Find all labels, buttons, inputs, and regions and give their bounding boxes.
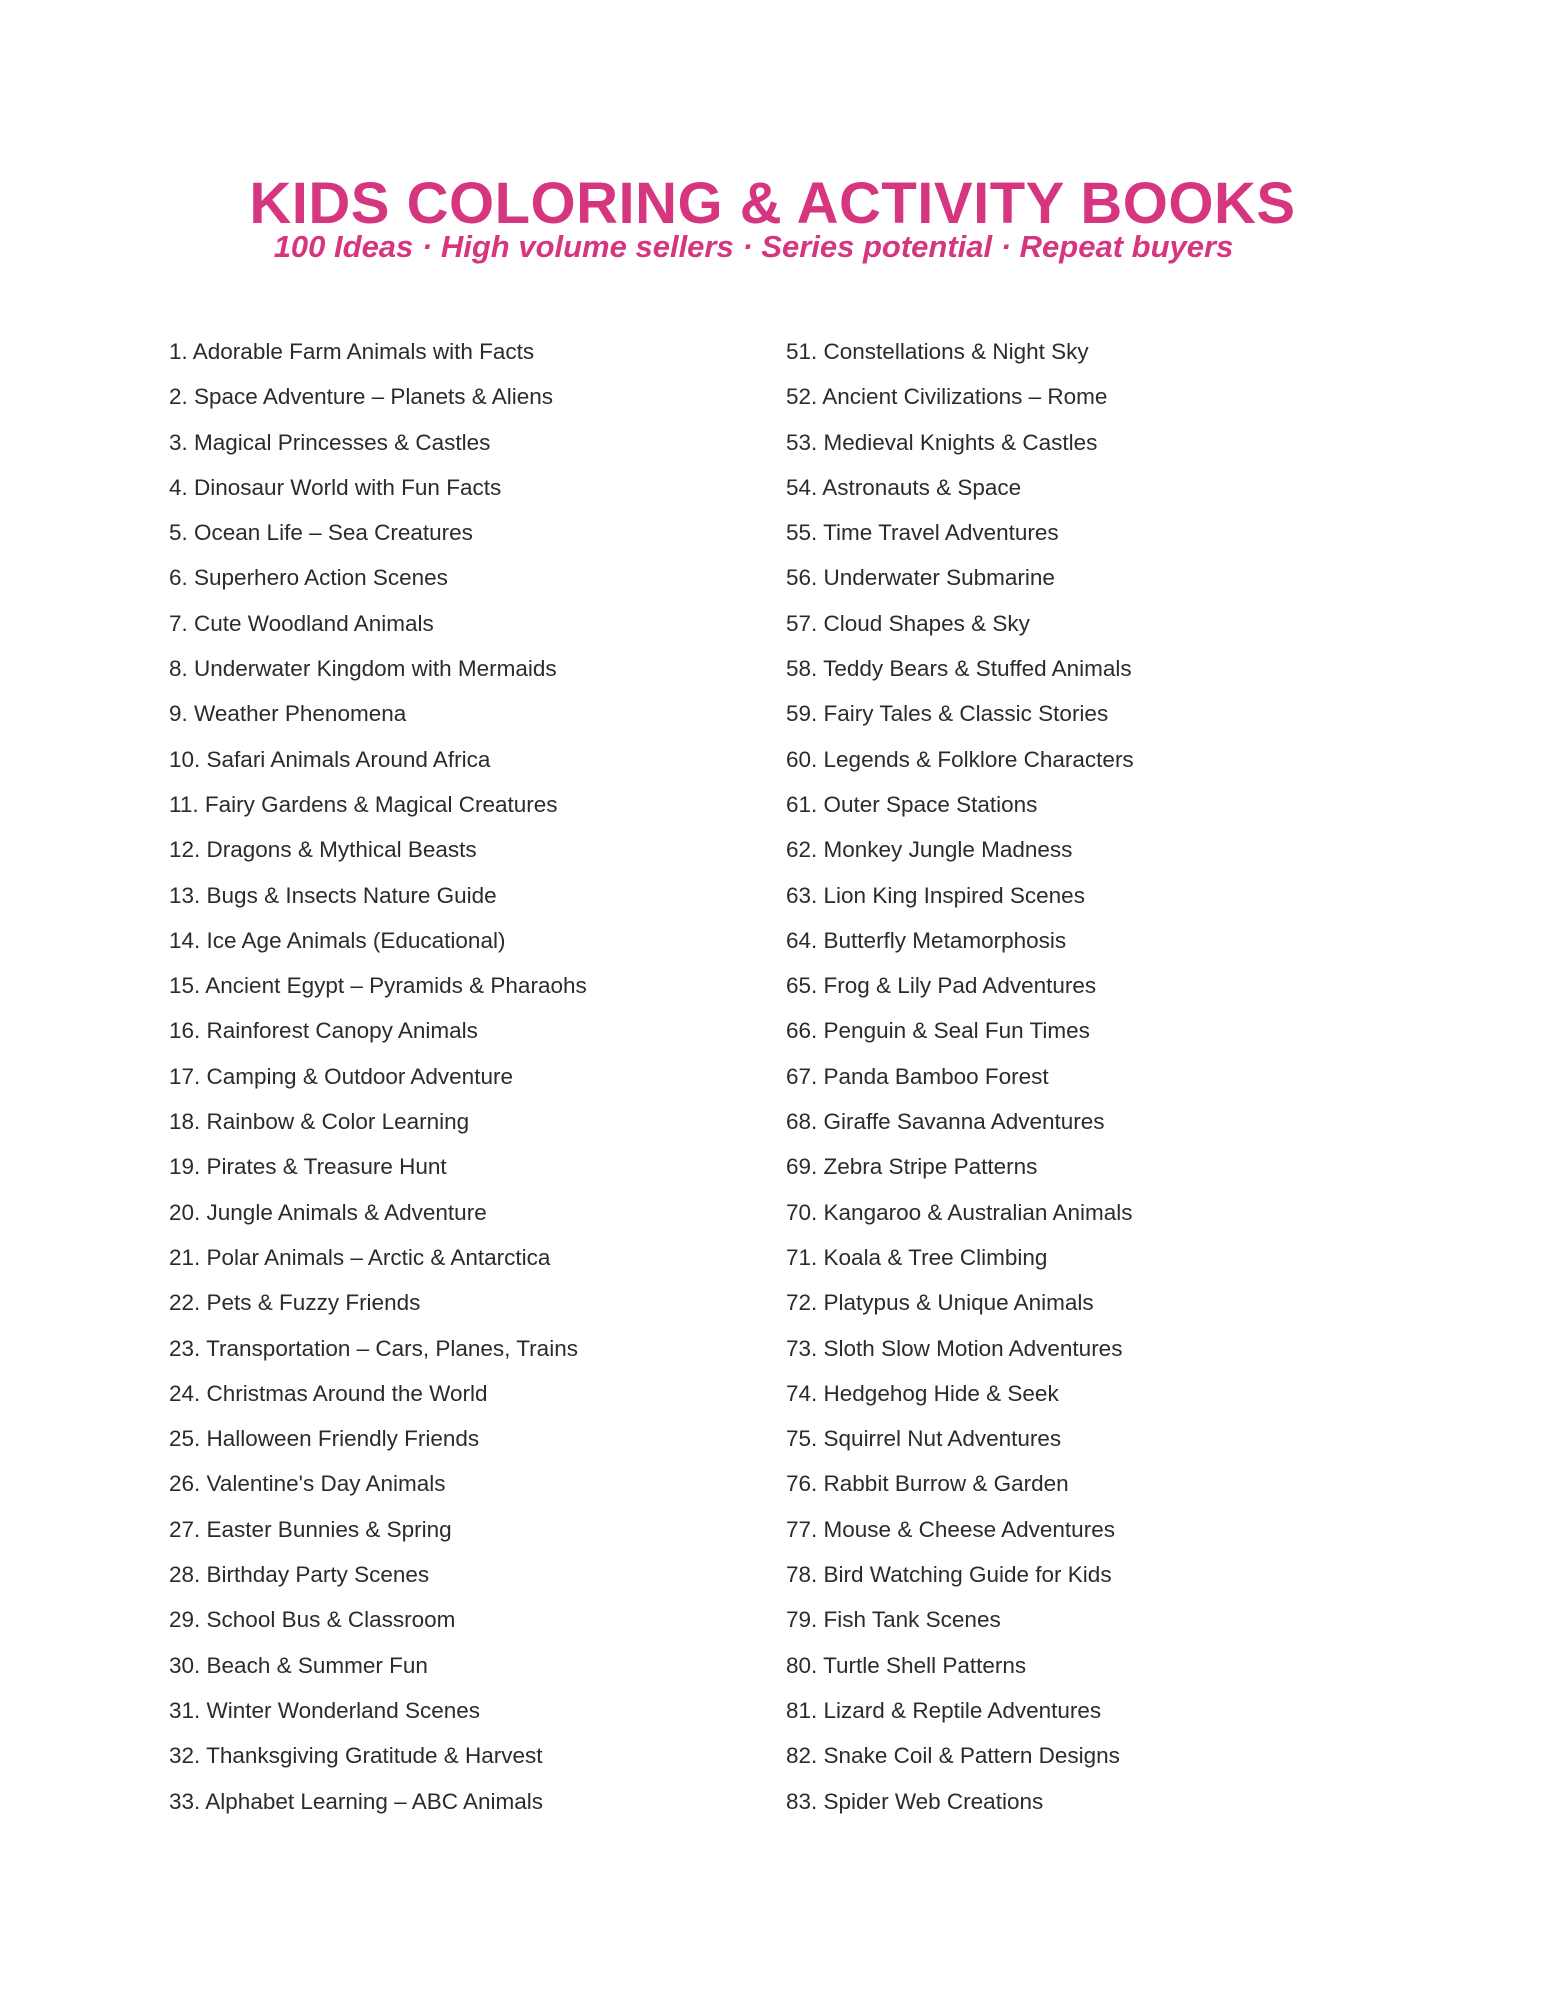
list-item: 70. Kangaroo & Australian Animals — [786, 1199, 1133, 1225]
list-item: 15. Ancient Egypt – Pyramids & Pharaohs — [169, 973, 587, 999]
list-item: 14. Ice Age Animals (Educational) — [169, 927, 506, 953]
list-item: 25. Halloween Friendly Friends — [169, 1426, 480, 1452]
list-item: 72. Platypus & Unique Animals — [786, 1290, 1094, 1316]
list-item: 28. Birthday Party Scenes — [169, 1562, 430, 1588]
list-item: 13. Bugs & Insects Nature Guide — [169, 882, 497, 908]
list-item: 64. Butterfly Metamorphosis — [786, 927, 1067, 953]
list-item: 77. Mouse & Cheese Adventures — [786, 1516, 1115, 1542]
list-item: 23. Transportation – Cars, Planes, Trains — [169, 1335, 578, 1361]
list-item: 51. Constellations & Night Sky — [786, 339, 1089, 364]
list-item: 1. Adorable Farm Animals with Facts — [169, 339, 535, 364]
list-item: 4. Dinosaur World with Fun Facts — [169, 474, 502, 500]
page-subtitle: 100 Ideas · High volume sellers · Series potential · Repeat buyers — [273, 229, 1234, 264]
list-item: 83. Spider Web Creations — [786, 1788, 1044, 1814]
list-item: 75. Squirrel Nut Adventures — [786, 1426, 1062, 1452]
list-item: 68. Giraffe Savanna Adventures — [786, 1109, 1105, 1135]
list-item: 29. School Bus & Classroom — [169, 1607, 456, 1633]
list-item: 22. Pets & Fuzzy Friends — [169, 1290, 421, 1316]
list-item: 74. Hedgehog Hide & Seek — [786, 1380, 1059, 1406]
list-item: 53. Medieval Knights & Castles — [786, 429, 1098, 455]
list-item: 57. Cloud Shapes & Sky — [786, 610, 1030, 636]
list-item: 32. Thanksgiving Gratitude & Harvest — [169, 1743, 543, 1769]
list-item: 82. Snake Coil & Pattern Designs — [786, 1743, 1120, 1769]
list-item: 80. Turtle Shell Patterns — [786, 1652, 1027, 1678]
list-item: 12. Dragons & Mythical Beasts — [169, 837, 477, 863]
list-item: 16. Rainforest Canopy Animals — [169, 1018, 478, 1044]
list-item: 6. Superhero Action Scenes — [169, 565, 448, 591]
list-item: 8. Underwater Kingdom with Mermaids — [169, 656, 557, 682]
list-item: 21. Polar Animals – Arctic & Antarctica — [169, 1244, 551, 1270]
list-item: 81. Lizard & Reptile Adventures — [786, 1697, 1102, 1723]
list-item: 60. Legends & Folklore Characters — [786, 746, 1134, 772]
list-item: 3. Magical Princesses & Castles — [169, 429, 491, 455]
list-item: 52. Ancient Civilizations – Rome — [786, 384, 1108, 410]
list-item: 79. Fish Tank Scenes — [786, 1607, 1001, 1633]
list-item: 26. Valentine's Day Animals — [169, 1471, 446, 1497]
list-item: 54. Astronauts & Space — [786, 474, 1022, 500]
list-item: 5. Ocean Life – Sea Creatures — [169, 520, 473, 546]
list-item: 24. Christmas Around the World — [169, 1380, 488, 1406]
list-item: 69. Zebra Stripe Patterns — [786, 1154, 1038, 1180]
list-item: 30. Beach & Summer Fun — [169, 1652, 428, 1678]
ideas-list-left — [169, 329, 587, 1824]
list-item: 76. Rabbit Burrow & Garden — [786, 1471, 1069, 1497]
list-item: 55. Time Travel Adventures — [786, 520, 1059, 546]
list-item: 10. Safari Animals Around Africa — [169, 746, 491, 772]
list-item: 20. Jungle Animals & Adventure — [169, 1199, 487, 1225]
list-item: 19. Pirates & Treasure Hunt — [169, 1154, 447, 1180]
list-item: 62. Monkey Jungle Madness — [786, 837, 1073, 863]
list-item: 63. Lion King Inspired Scenes — [786, 882, 1085, 908]
list-item: 18. Rainbow & Color Learning — [169, 1109, 470, 1135]
list-item: 56. Underwater Submarine — [786, 565, 1055, 591]
list-item: 67. Panda Bamboo Forest — [786, 1063, 1049, 1089]
list-item: 31. Winter Wonderland Scenes — [169, 1697, 481, 1723]
list-item: 73. Sloth Slow Motion Adventures — [786, 1335, 1123, 1361]
list-item: 27. Easter Bunnies & Spring — [169, 1516, 452, 1542]
list-item: 59. Fairy Tales & Classic Stories — [786, 701, 1109, 727]
ideas-list-right — [786, 329, 1134, 1824]
list-item: 11. Fairy Gardens & Magical Creatures — [169, 791, 558, 817]
list-item: 9. Weather Phenomena — [169, 701, 407, 727]
list-item: 71. Koala & Tree Climbing — [786, 1244, 1048, 1270]
list-item: 58. Teddy Bears & Stuffed Animals — [786, 656, 1132, 682]
list-item: 2. Space Adventure – Planets & Aliens — [169, 384, 554, 410]
page-title: KIDS COLORING & ACTIVITY BOOKS — [249, 170, 1296, 236]
list-item: 78. Bird Watching Guide for Kids — [786, 1562, 1112, 1588]
list-item: 7. Cute Woodland Animals — [169, 610, 434, 636]
list-item: 17. Camping & Outdoor Adventure — [169, 1063, 513, 1089]
list-item: 33. Alphabet Learning – ABC Animals — [169, 1788, 544, 1814]
list-item: 65. Frog & Lily Pad Adventures — [786, 973, 1097, 999]
list-item: 61. Outer Space Stations — [786, 791, 1038, 817]
list-item: 66. Penguin & Seal Fun Times — [786, 1018, 1090, 1044]
